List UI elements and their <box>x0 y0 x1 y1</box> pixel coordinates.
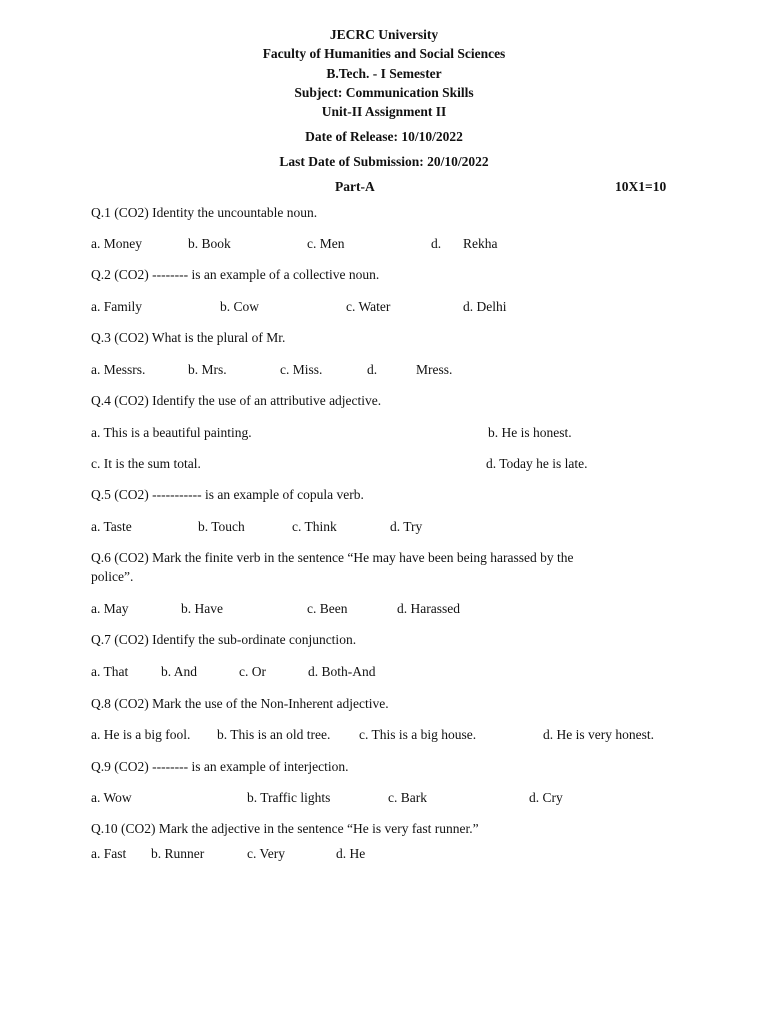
question-7: Q.7 (CO2) Identify the sub-ordinate conjunction. <box>91 632 357 647</box>
marks-scheme: 10X1=10 <box>615 179 667 194</box>
option-4a: a. This is a beautiful painting. <box>91 425 252 440</box>
option-6d: d. Harassed <box>397 601 460 616</box>
option-8a: a. He is a big fool. <box>91 727 191 742</box>
option-4b: b. He is honest. <box>488 425 572 440</box>
question-10: Q.10 (CO2) Mark the adjective in the sentence “He is very fast runner.” <box>91 821 479 836</box>
option-4c: c. It is the sum total. <box>91 456 201 471</box>
option-10c: c. Very <box>247 846 285 861</box>
option-3a: a. Messrs. <box>91 362 146 377</box>
option-10b: b. Runner <box>151 846 205 861</box>
option-5d: d. Try <box>390 519 423 534</box>
question-6: Q.6 (CO2) Mark the finite verb in the sentence “He may have been being harassed by the <box>91 550 574 565</box>
option-7b: b. And <box>161 664 198 679</box>
option-3d-letter: d. <box>367 362 378 377</box>
option-2c: c. Water <box>346 299 391 314</box>
subject-name: Subject: Communication Skills <box>294 85 474 100</box>
option-8b: b. This is an old tree. <box>217 727 331 742</box>
assignment-title: Unit-II Assignment II <box>321 104 447 119</box>
university-name: JECRC University <box>329 27 439 42</box>
question-1: Q.1 (CO2) Identity the uncountable noun. <box>91 205 318 220</box>
option-9b: b. Traffic lights <box>247 790 331 805</box>
option-10a: a. Fast <box>91 846 127 861</box>
option-2a: a. Family <box>91 299 142 314</box>
option-8c: c. This is a big house. <box>359 727 477 742</box>
release-date: Date of Release: 10/10/2022 <box>305 129 463 144</box>
option-5a: a. Taste <box>91 519 132 534</box>
program-name: B.Tech. - I Semester <box>326 66 442 81</box>
option-7c: c. Or <box>239 664 266 679</box>
question-6-continued: police”. <box>91 569 134 584</box>
option-8d: d. He is very honest. <box>543 727 654 742</box>
option-5b: b. Touch <box>198 519 245 534</box>
part-heading: Part-A <box>335 179 375 194</box>
option-1c: c. Men <box>307 236 345 251</box>
option-9d: d. Cry <box>529 790 563 805</box>
option-1d: Rekha <box>463 236 498 251</box>
option-3d: Mress. <box>416 362 453 377</box>
question-5: Q.5 (CO2) ----------- is an example of copula verb. <box>91 487 364 502</box>
option-1d-letter: d. <box>431 236 442 251</box>
option-1a: a. Money <box>91 236 142 251</box>
question-2: Q.2 (CO2) -------- is an example of a collective noun. <box>91 267 380 282</box>
option-6b: b. Have <box>181 601 223 616</box>
option-7a: a. That <box>91 664 129 679</box>
option-2b: b. Cow <box>220 299 260 314</box>
question-3: Q.3 (CO2) What is the plural of Mr. <box>91 330 286 345</box>
option-2d: d. Delhi <box>463 299 507 314</box>
option-5c: c. Think <box>292 519 337 534</box>
option-10d: d. He <box>336 846 366 861</box>
faculty-name: Faculty of Humanities and Social Sciences <box>262 46 506 61</box>
option-9c: c. Bark <box>388 790 427 805</box>
option-4d: d. Today he is late. <box>486 456 588 471</box>
option-6a: a. May <box>91 601 129 616</box>
question-4: Q.4 (CO2) Identify the use of an attributive adjective. <box>91 393 382 408</box>
option-7d: d. Both-And <box>308 664 376 679</box>
option-3b: b. Mrs. <box>188 362 227 377</box>
option-1b: b. Book <box>188 236 231 251</box>
option-3c: c. Miss. <box>280 362 323 377</box>
option-6c: c. Been <box>307 601 348 616</box>
question-9: Q.9 (CO2) -------- is an example of interjection. <box>91 759 349 774</box>
submission-date: Last Date of Submission: 20/10/2022 <box>279 154 489 169</box>
question-8: Q.8 (CO2) Mark the use of the Non-Inherent adjective. <box>91 696 389 711</box>
option-9a: a. Wow <box>91 790 132 805</box>
